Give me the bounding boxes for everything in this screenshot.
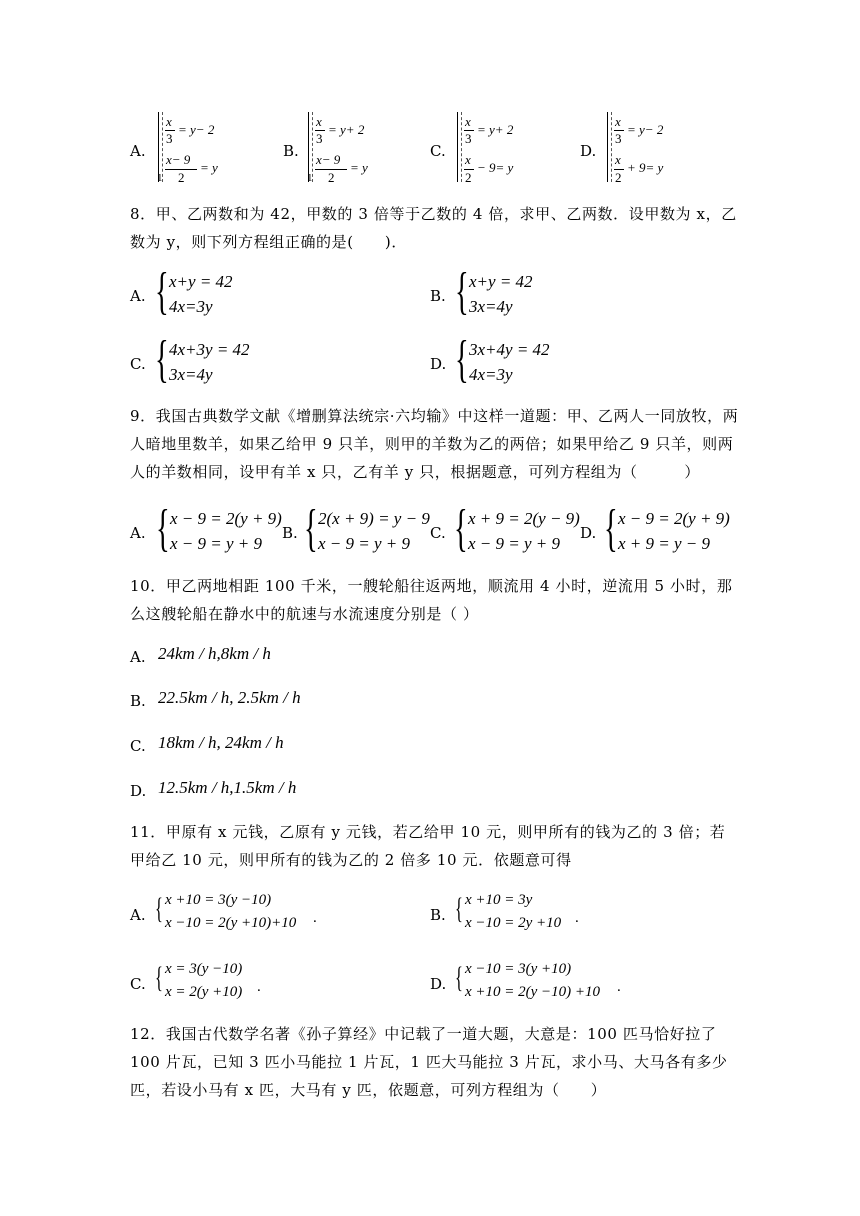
q10-option-c-label: C.: [130, 737, 146, 755]
q10-option-c-value[interactable]: 18km / h, 24km / h: [158, 733, 284, 752]
brace-icon: {: [455, 263, 469, 320]
q9-option-a-label: A.: [130, 524, 146, 542]
q9-option-d-label: D.: [580, 524, 597, 542]
q9-option-b-label: B.: [282, 524, 298, 542]
brace-icon: {: [604, 500, 618, 557]
brace-bar: [457, 112, 462, 182]
q7-option-c-system[interactable]: x 3 = y+ 2 x 2 − 9= y: [457, 112, 547, 187]
q10-option-b-value[interactable]: 22.5km / h, 2.5km / h: [158, 688, 301, 707]
q7-option-b-label: B.: [283, 142, 299, 160]
brace-icon: {: [455, 961, 463, 994]
brace-icon: {: [155, 892, 163, 925]
q7-option-d-label: D.: [580, 142, 597, 160]
brace-icon: {: [455, 892, 463, 925]
q7-option-c-label: C.: [430, 142, 446, 160]
q10-option-a-value[interactable]: 24km / h,8km / h: [158, 644, 271, 663]
q8-option-b-label: B.: [430, 287, 446, 305]
q7-option-d-system[interactable]: x 3 = y− 2 x 2 + 9= y: [607, 112, 697, 187]
q10-question: 10．甲乙两地相距 100 千米，一艘轮船往返两地，顺流用 4 小时，逆流用 5 小时，那么这艘轮船在静水中的航速与水流速度分别是（ ）: [130, 577, 733, 623]
brace-icon: {: [156, 500, 170, 557]
brace-bar: [607, 112, 612, 182]
q7-option-a-label: A.: [130, 142, 146, 160]
q7-option-a-system[interactable]: x 3 = y− 2 x− 9 2 = y 1: [157, 114, 218, 185]
q10-option-d-value[interactable]: 12.5km / h,1.5km / h: [158, 778, 297, 797]
q7-option-b-system[interactable]: x 3 = y+ 2 x− 9 2 = y 1: [307, 114, 368, 185]
brace-icon: {: [155, 263, 169, 320]
q10-option-d-label: D.: [130, 782, 147, 800]
q9-question: 9．我国古典数学文献《增删算法统宗·六均输》中这样一道题：甲、乙两人一同放牧，两人暗地里数羊，如果乙给甲 9 只羊，则甲的羊数为乙的两倍；如果甲给乙 9 只羊，则两人的羊数相同，设甲有羊 x 只，乙有羊 y 只，根据题意，可列方程组为（ ）: [130, 407, 739, 481]
q11-option-b-label: B.: [430, 906, 446, 924]
q8-question: 8．甲、乙两数和为 42，甲数的 3 倍等于乙数的 4 倍，求甲、乙两数．设甲数为 x，乙数为 y，则下列方程组正确的是( )．: [130, 205, 737, 251]
brace-icon: {: [155, 961, 163, 994]
q11-question: 11．甲原有 x 元钱，乙原有 y 元钱，若乙给甲 10 元，则甲所有的钱为乙的 3 倍；若甲给乙 10 元，则甲所有的钱为乙的 2 倍多 10 元．依题意可得: [130, 823, 726, 869]
q10-option-b-label: B.: [130, 692, 146, 710]
brace-icon: {: [455, 331, 469, 388]
q11-option-a-label: A.: [130, 906, 146, 924]
q12-question: 12．我国古代数学名著《孙子算经》中记载了一道大题，大意是：100 匹马恰好拉了 100 片瓦，已知 3 匹小马能拉 1 片瓦，1 匹大马能拉 3 片瓦，求小马、大马各有多少匹，若设小马有 x 匹，大马有 y 匹，依题意，可列方程组为（ ）: [130, 1025, 728, 1099]
q9-option-c-label: C.: [430, 524, 446, 542]
q8-option-c-label: C.: [130, 355, 146, 373]
brace-icon: {: [454, 500, 468, 557]
brace-icon: {: [155, 331, 169, 388]
brace-icon: {: [304, 500, 318, 557]
q11-option-c-label: C.: [130, 975, 146, 993]
q11-option-d-label: D.: [430, 975, 447, 993]
q8-option-a-label: A.: [130, 287, 146, 305]
q10-option-a-label: A.: [130, 648, 146, 666]
q8-option-d-label: D.: [430, 355, 447, 373]
